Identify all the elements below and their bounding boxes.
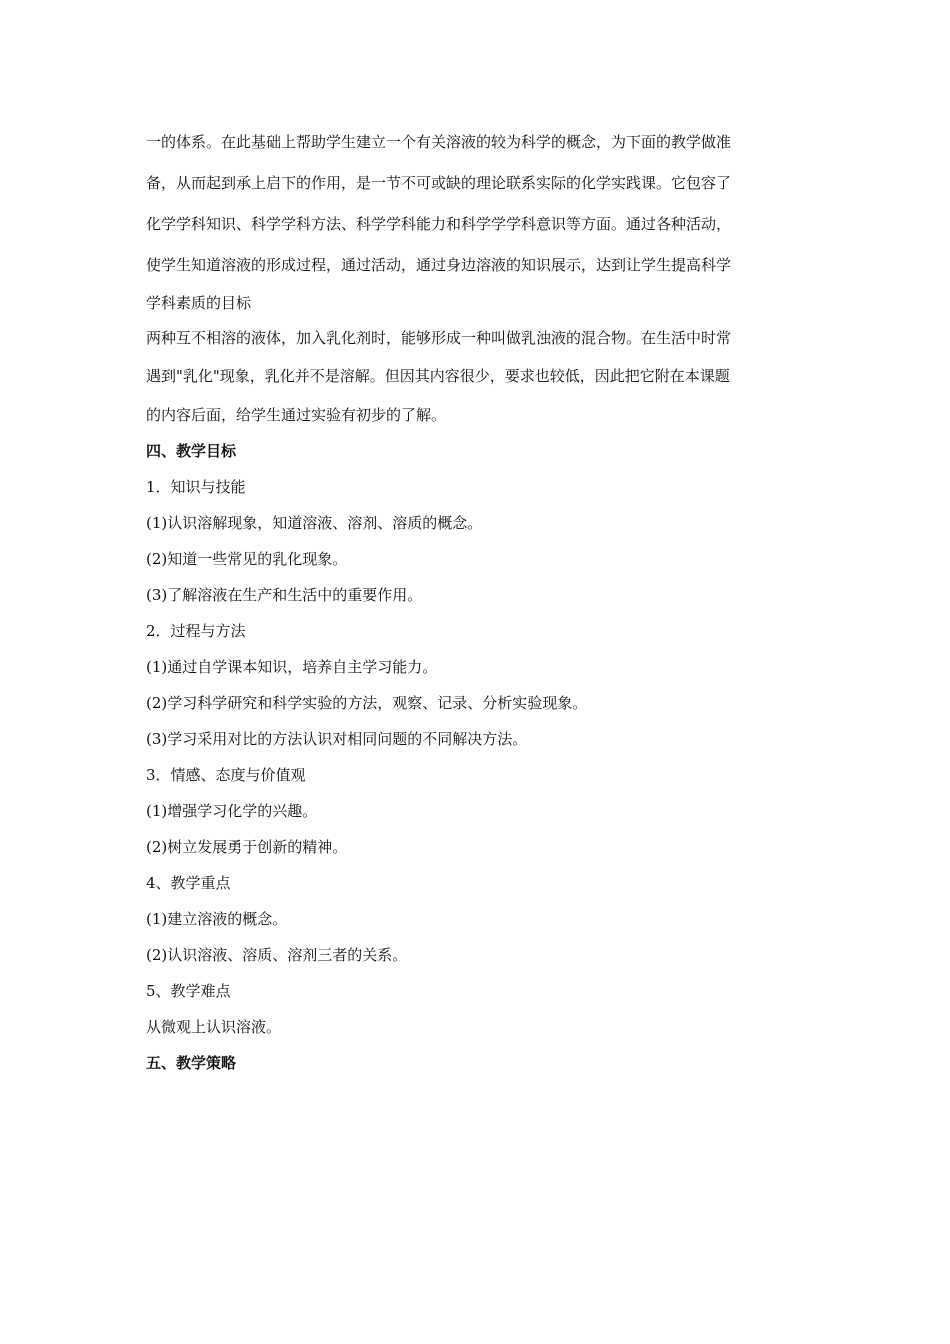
list-item: (1)增强学习化学的兴趣。 (146, 802, 318, 820)
text-line: 使学生知道溶液的形成过程，通过活动，通过身边溶液的知识展示，达到让学生提高科学 (146, 256, 732, 274)
emulsion-paragraph (146, 320, 806, 433)
list-item: (2)认识溶液、溶质、溶剂三者的关系。 (146, 946, 408, 964)
list-item: 从微观上认识溶液。 (146, 1018, 282, 1036)
section-teaching-objectives (146, 433, 806, 1045)
text-line: 两种互不相溶的液体，加入乳化剂时，能够形成一种叫做乳浊液的混合物。在生活中时常 (146, 329, 732, 347)
text-line: 遇到"乳化"现象，乳化并不是溶解。但因其内容很少，要求也较低，因此把它附在本课题 (146, 367, 730, 385)
list-item: (1)建立溶液的概念。 (146, 910, 288, 928)
list-item: (2)知道一些常见的乳化现象。 (146, 550, 348, 568)
section-heading: 四、教学目标 (146, 442, 237, 460)
document-body (146, 122, 806, 1081)
list-item: (1)通过自学课本知识，培养自主学习能力。 (146, 658, 438, 676)
subsection-title: 3．情感、态度与价值观 (146, 766, 306, 784)
subsection-title: 4、教学重点 (146, 874, 231, 892)
list-item: (3)了解溶液在生产和生活中的重要作用。 (146, 586, 423, 604)
subsection-title: 2．过程与方法 (146, 622, 246, 640)
intro-paragraph (146, 122, 806, 320)
section-teaching-strategy (146, 1045, 806, 1081)
text-line: 学科素质的目标 (146, 294, 252, 312)
list-item: (3)学习采用对比的方法认识对相同问题的不同解决方法。 (146, 730, 528, 748)
text-line: 备，从而起到承上启下的作用，是一节不可或缺的理论联系实际的化学实践课。它包容了 (146, 174, 732, 192)
list-item: (2)树立发展勇于创新的精神。 (146, 838, 348, 856)
list-item: (2)学习科学研究和科学实验的方法，观察、记录、分析实验现象。 (146, 694, 588, 712)
list-item: (1)认识溶解现象，知道溶液、溶剂、溶质的概念。 (146, 514, 483, 532)
subsection-title: 1．知识与技能 (146, 478, 246, 496)
text-line: 化学学科知识、科学学科方法、科学学科能力和科学学学科意识等方面。通过各种活动， (146, 215, 732, 233)
text-line: 一的体系。在此基础上帮助学生建立一个有关溶液的较为科学的概念，为下面的教学做准 (146, 133, 732, 151)
section-heading: 五、教学策略 (146, 1054, 237, 1072)
text-line: 的内容后面，给学生通过实验有初步的了解。 (146, 406, 447, 424)
subsection-title: 5、教学难点 (146, 982, 231, 1000)
